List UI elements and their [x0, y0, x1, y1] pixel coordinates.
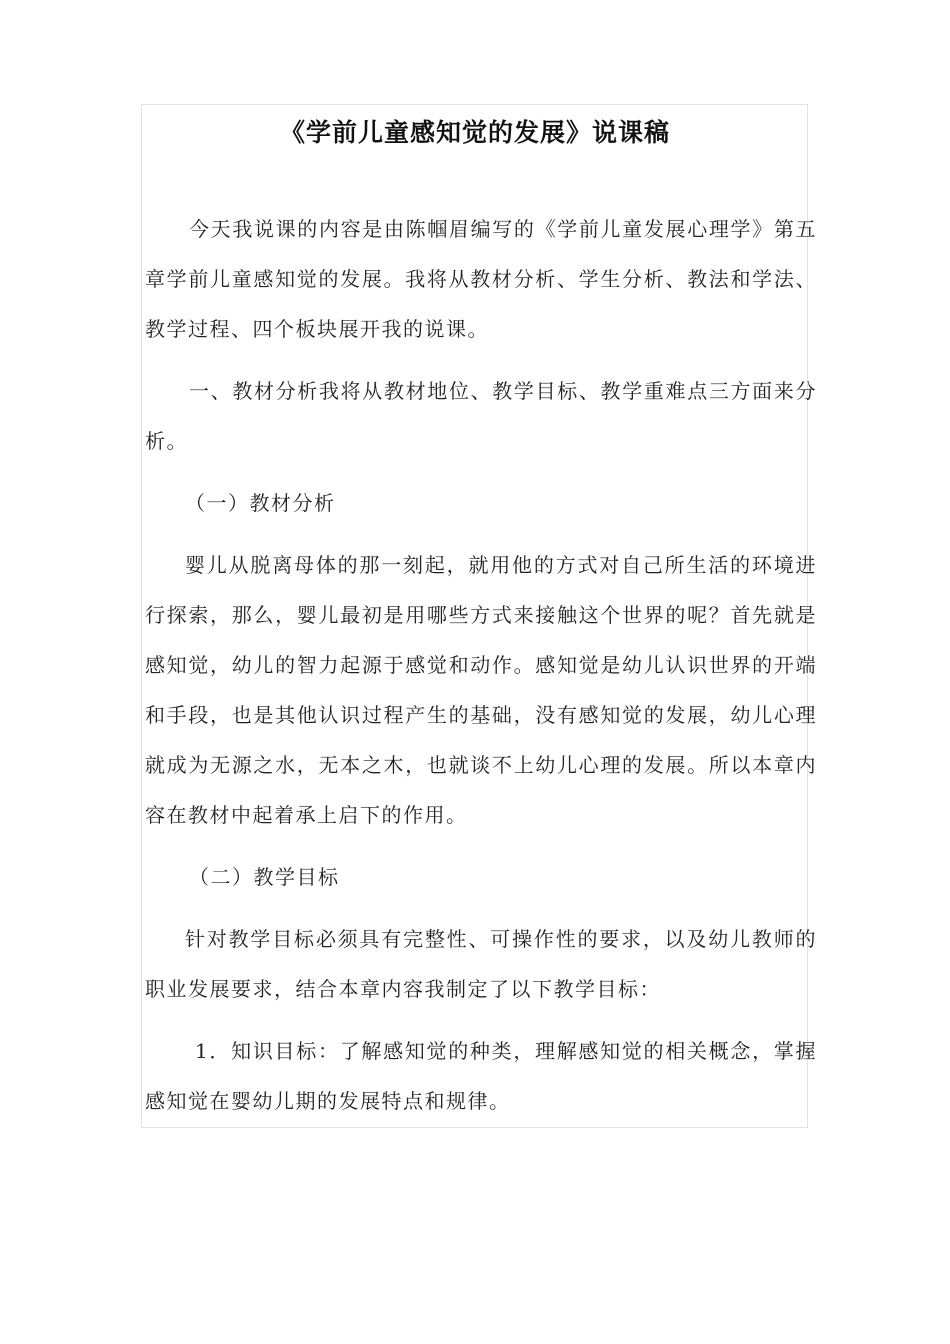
document-title: 《学前儿童感知觉的发展》说课稿: [279, 117, 670, 147]
paragraph-intro: 今天我说课的内容是由陈帼眉编写的《学前儿童发展心理学》第五章学前儿童感知觉的发展。我将从教材分析、学生分析、教法和学法、教学过程、四个板块展开我的说课。: [145, 217, 817, 341]
paragraph-teaching-goals: 针对教学目标必须具有完整性、可操作性的要求，以及幼儿教师的职业发展要求，结合本章内容我制定了以下教学目标：: [145, 927, 817, 1001]
paragraph-section-one: 一、教材分析我将从教材地位、教学目标、教学重难点三方面来分析。: [145, 379, 817, 453]
heading-teaching-goals: （二）教学目标: [189, 865, 340, 889]
document-body: [145, 204, 817, 1126]
paragraph-textbook-analysis: 婴儿从脱离母体的那一刻起，就用他的方式对自己所生活的环境进行探索，那么，婴儿最初是用哪些方式来接触这个世界的呢？首先就是感知觉，幼儿的智力起源于感觉和动作。感知觉是幼儿认识世界的开端和手段，也是其他认识过程产生的基础，没有感知觉的发展，幼儿心理就成为无源之水，无本之木，也就谈不上幼儿心理的发展。所以本章内容在教材中起着承上启下的作用。: [145, 553, 817, 827]
heading-textbook-analysis: （一）教材分析: [185, 491, 336, 515]
paragraph-knowledge-goal: 1．知识目标：了解感知觉的种类，理解感知觉的相关概念，掌握感知觉在婴幼儿期的发展特点和规律。: [145, 1039, 817, 1113]
